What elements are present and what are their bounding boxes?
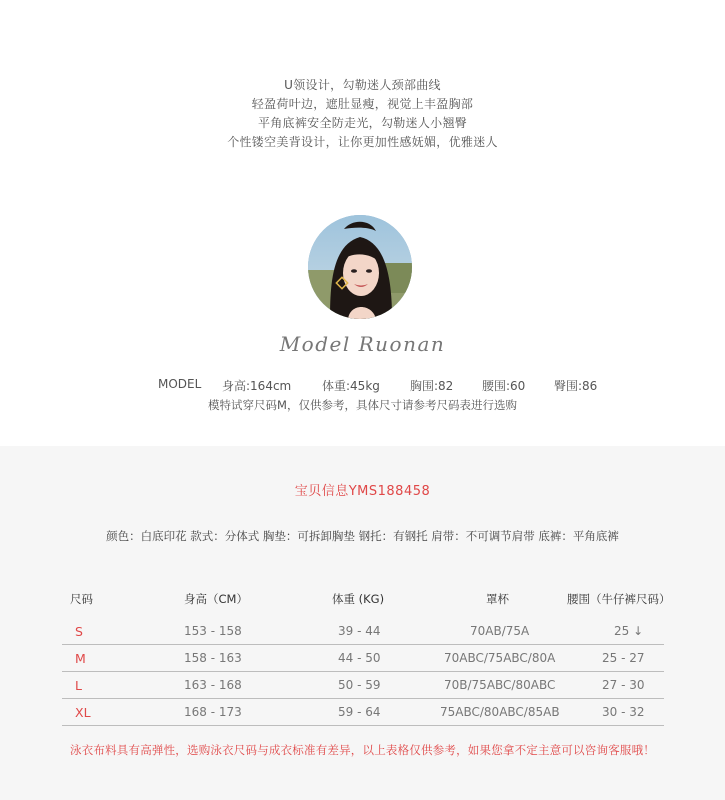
table-row [62,618,664,645]
table-row [62,672,664,699]
model-weight: 体重:45kg [322,379,380,393]
model-signature: Model Ruonan [279,332,446,356]
height-cell: 163 - 168 [184,678,242,692]
height-cell: 168 - 173 [184,705,242,719]
weight-cell: 39 - 44 [338,624,381,638]
weight-cell: 50 - 59 [338,678,381,692]
product-description [0,76,725,152]
product-info-title: 宝贝信息YMS188458 [294,484,431,499]
table-row [62,699,664,726]
model-height: 身高:164cm [222,379,292,393]
model-waist: 腰围:60 [482,379,526,393]
model-avatar [308,215,412,319]
model-portrait-image [308,215,412,319]
description-line: 轻盈荷叶边，遮肚显瘦，视觉上丰盈胸部 [251,97,474,111]
size-cell: M [75,651,86,666]
description-line: 平角底裤安全防走光，勾勒迷人小翘臀 [257,116,468,130]
cup-cell: 75ABC/80ABC/85AB [440,705,560,719]
description-line: 个性镂空美背设计，让你更加性感妩媚，优雅迷人 [227,135,498,149]
product-attributes: 颜色：白底印花 款式：分体式 胸垫：可拆卸胸垫 钢托：有钢托 肩带：不可调节肩带 底裤：平角底裤 [106,529,619,543]
header-waist: 腰围（牛仔裤尺码） [567,592,671,606]
model-bust: 胸围:82 [410,379,454,393]
header-height: 身高（CM） [184,592,248,606]
height-cell: 158 - 163 [184,651,242,665]
waist-cell: 25 ↓ [614,624,644,638]
cup-cell: 70B/75ABC/80ABC [444,678,556,692]
model-label: MODEL [158,377,202,391]
size-cell: L [75,678,82,693]
model-stats [0,377,725,393]
model-hip: 臀围:86 [554,379,598,393]
size-cell: S [75,624,83,639]
waist-cell: 30 - 32 [602,705,645,719]
size-table [62,588,671,726]
waist-cell: 27 - 30 [602,678,645,692]
cup-cell: 70AB/75A [470,624,530,638]
height-cell: 153 - 158 [184,624,242,638]
size-table-header [62,588,671,610]
model-fit-note: 模特试穿尺码M，仅供参考，具体尺寸请参考尺码表进行选购 [208,398,517,412]
header-cup: 罩杯 [486,592,509,606]
description-line: U领设计，勾勒迷人颈部曲线 [284,78,441,92]
waist-cell: 25 - 27 [602,651,645,665]
table-row [62,645,664,672]
header-weight: 体重 (KG) [332,592,385,606]
size-disclaimer: 泳衣布料具有高弹性，选购泳衣尺码与成衣标准有差异，以上表格仅供参考，如果您拿不定主意可以咨询客服哦！ [70,743,655,757]
weight-cell: 44 - 50 [338,651,381,665]
weight-cell: 59 - 64 [338,705,381,719]
size-cell: XL [75,705,91,720]
header-size: 尺码 [70,592,93,606]
cup-cell: 70ABC/75ABC/80A [444,651,556,665]
